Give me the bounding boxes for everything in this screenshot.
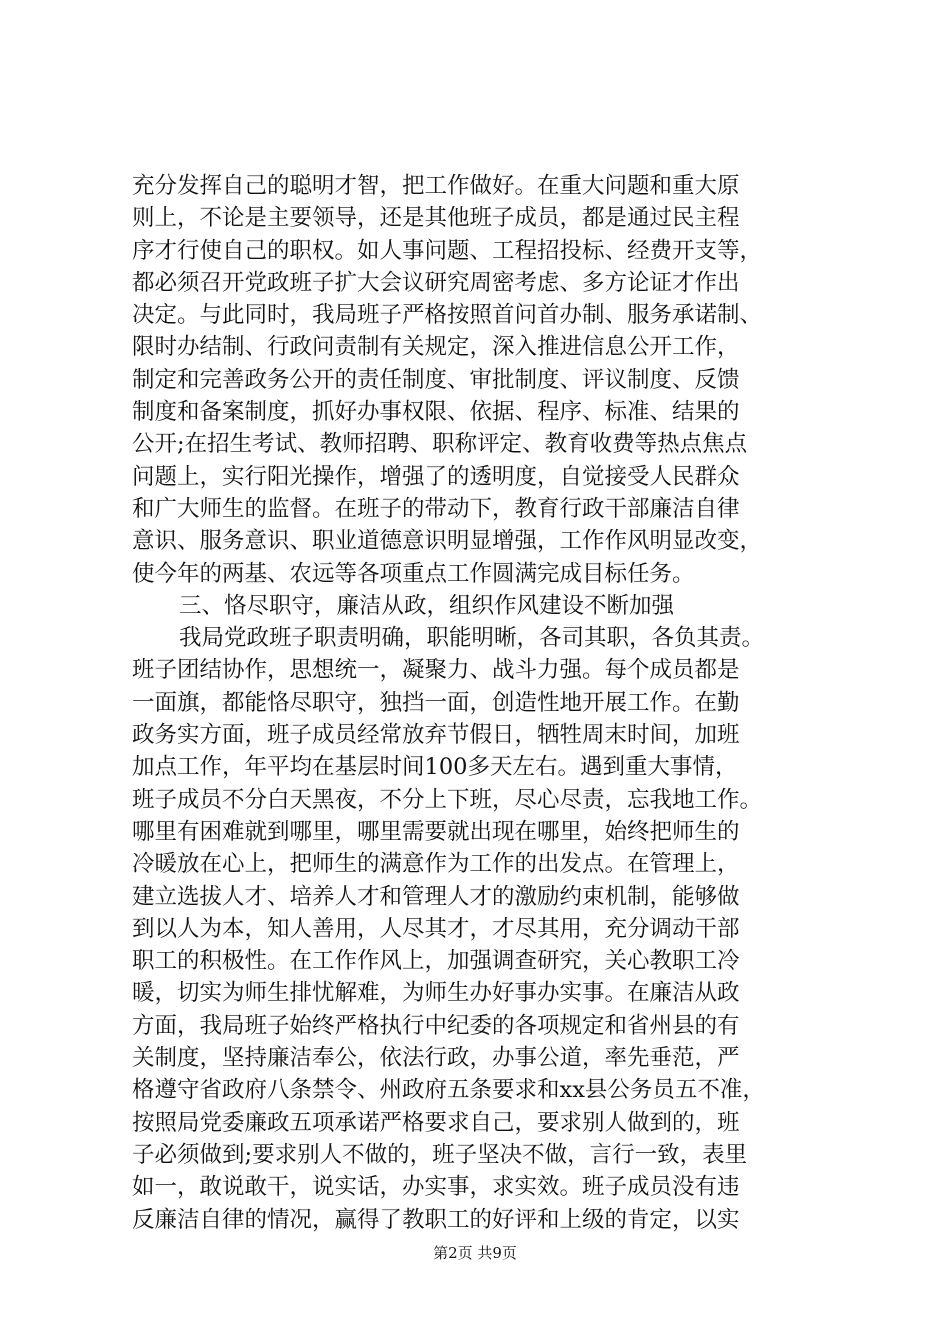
text-line: 制定和完善政务公开的责任制度、审批制度、评议制度、反馈 <box>132 366 740 393</box>
text-line: 公开;在招生考试、教师招聘、职称评定、教育收费等热点焦点 <box>132 431 748 458</box>
section-heading: 三、恪尽职守，廉洁从政，组织作风建设不断加强 <box>179 592 675 619</box>
text-line: 决定。与此同时，我局班子严格按照首问首办制、服务承诺制、 <box>132 302 763 329</box>
text-line: 我局党政班子职责明确，职能明晰，各司其职，各负其责。 <box>179 625 765 652</box>
text-line: 方面，我局班子始终严格执行中纪委的各项规定和省州县的有 <box>132 1012 740 1039</box>
text-line: 冷暖放在心上，把师生的满意作为工作的出发点。在管理上， <box>132 851 740 878</box>
page-number-footer: 第2页 共9页 <box>433 1244 517 1262</box>
text-line: 政务实方面，班子成员经常放弃节假日，牺牲周末时间，加班 <box>132 722 740 749</box>
text-line: 班子成员不分白天黑夜，不分上下班，尽心尽责，忘我地工作。 <box>132 786 763 813</box>
text-line: 使今年的两基、农远等各项重点工作圆满完成目标任务。 <box>132 560 695 587</box>
text-line: 问题上，实行阳光操作，增强了的透明度，自觉接受人民群众 <box>132 463 740 490</box>
text-line: 如一，敢说敢干，说实话，办实事，求实效。班子成员没有违 <box>132 1174 740 1201</box>
text-line: 格遵守省政府八条禁令、州政府五条要求和xx县公务员五不准， <box>132 1077 765 1104</box>
text-line: 建立选拔人才、培养人才和管理人才的激励约束机制，能够做 <box>132 883 740 910</box>
text-line: 充分发挥自己的聪明才智，把工作做好。在重大问题和重大原 <box>132 173 740 199</box>
text-line: 都必须召开党政班子扩大会议研究周密考虑、多方论证才作出 <box>132 269 740 296</box>
text-line: 子必须做到;要求别人不做的，班子坚决不做，言行一致，表里 <box>132 1141 748 1168</box>
text-line: 意识、服务意识、职业道德意识明显增强，工作作风明显改变， <box>132 528 763 555</box>
text-line: 到以人为本，知人善用，人尽其才，才尽其用，充分调动干部 <box>132 915 740 942</box>
text-line: 加点工作，年平均在基层时间100多天左右。遇到重大事情， <box>132 754 738 781</box>
text-line: 关制度，坚持廉洁奉公，依法行政，办事公道，率先垂范，严 <box>132 1045 740 1072</box>
text-line: 反廉洁自律的情况，赢得了教职工的好评和上级的肯定，以实 <box>132 1206 740 1233</box>
body-text <box>132 170 832 1236</box>
text-line: 职工的积极性。在工作作风上，加强调查研究，关心教职工冷 <box>132 948 740 975</box>
text-line: 一面旗，都能恪尽职守，独挡一面，创造性地开展工作。在勤 <box>132 689 740 716</box>
text-line: 哪里有困难就到哪里，哪里需要就出现在哪里，始终把师生的 <box>132 818 740 845</box>
text-line: 序才行使自己的职权。如人事问题、工程招投标、经费开支等， <box>132 237 763 264</box>
text-line: 和广大师生的监督。在班子的带动下，教育行政干部廉洁自律 <box>132 495 740 522</box>
text-line: 按照局党委廉政五项承诺严格要求自己，要求别人做到的，班 <box>132 1109 740 1136</box>
text-line: 制度和备案制度，抓好办事权限、依据、程序、标准、结果的 <box>132 399 740 426</box>
text-line: 暖，切实为师生排忧解难，为师生办好事办实事。在廉洁从政 <box>132 980 740 1007</box>
text-line: 班子团结协作，思想统一，凝聚力、战斗力强。每个成员都是 <box>132 657 740 684</box>
text-line: 则上，不论是主要领导，还是其他班子成员，都是通过民主程 <box>132 205 740 232</box>
text-line: 限时办结制、行政问责制有关规定，深入推进信息公开工作， <box>132 334 740 361</box>
